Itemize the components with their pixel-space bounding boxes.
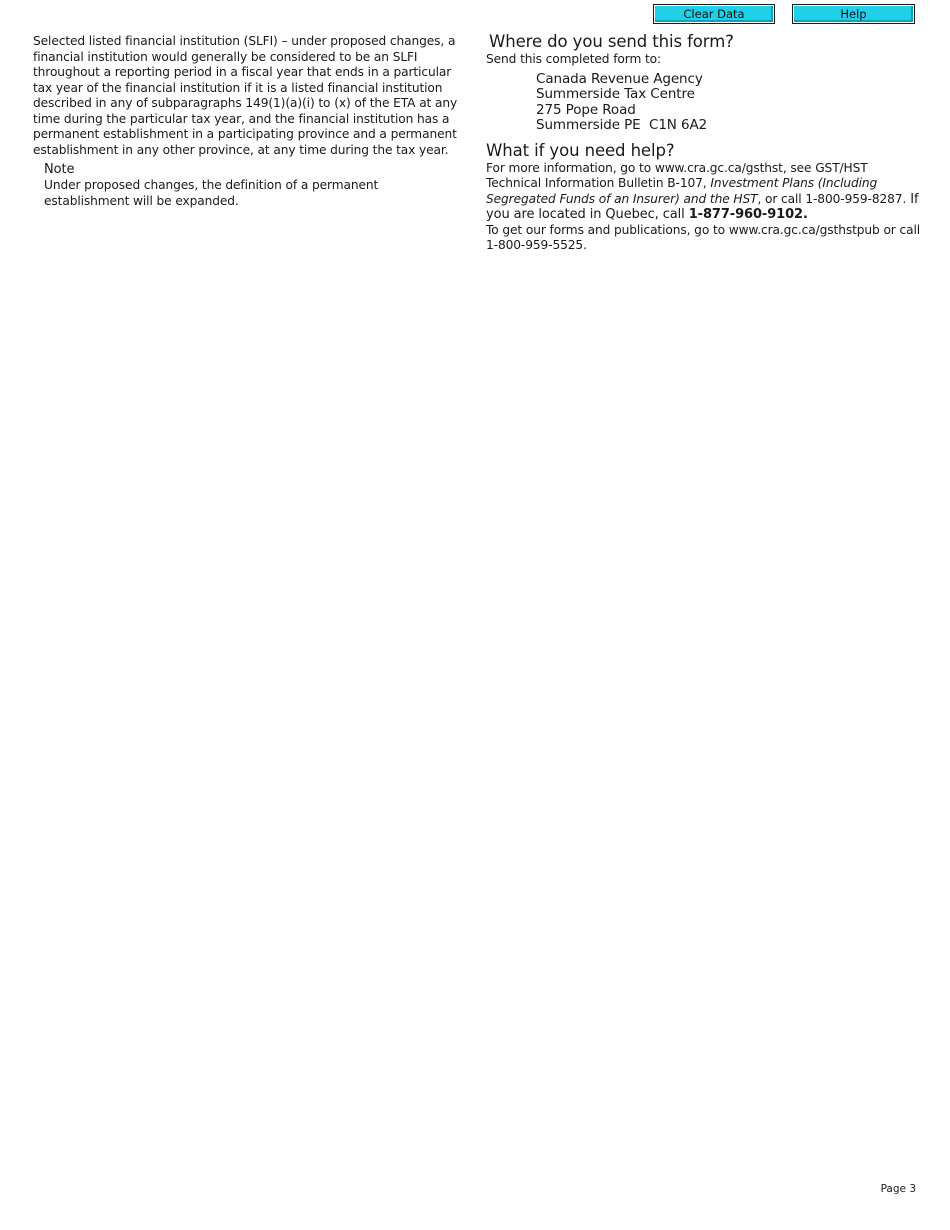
help-text <box>486 161 926 223</box>
send-intro: Send this completed form to: <box>486 52 662 66</box>
note-heading: Note <box>44 162 75 177</box>
slfi-definition: Selected listed financial institution (SLFI) – under proposed changes, a financial institution would generally be considered to be an SLFI throughout a reporting period in a fiscal year that ends in a particular tax year of the financial institution if it is a listed financial institution described in any of subparagraphs 149(1)(a)(i) to (x) of the ETA at any time during the particular tax year, and the financial institution has a permanent establishment in a participating province and a permanent establishment in any other province, at any time during the tax year. <box>33 34 458 157</box>
note-block <box>44 162 461 209</box>
mailing-address <box>536 72 926 134</box>
page-number: Page 3 <box>880 1183 916 1195</box>
where-send-heading: Where do you send this form? <box>489 32 734 51</box>
help-text-part2: , or call 1-800-959-8287. <box>757 191 907 206</box>
quebec-text: If you are located in Quebec, call <box>486 191 919 222</box>
publications-text: To get our forms and publications, go to www.cra.gc.ca/gsthstpub or call 1-800-959-5525. <box>486 222 921 252</box>
right-column <box>486 32 926 254</box>
address-line-2: Summerside Tax Centre <box>536 86 695 102</box>
clear-data-button[interactable]: Clear Data <box>653 4 775 24</box>
address-line-1: Canada Revenue Agency <box>536 70 703 87</box>
need-help-heading: What if you need help? <box>486 140 675 160</box>
help-button[interactable]: Help <box>792 4 915 24</box>
bulletin-title: Investment Plans (Including Segregated Funds of an Insurer) and the HST <box>486 176 878 206</box>
address-line-4: Summerside PE C1N 6A2 <box>536 117 708 133</box>
note-text: Under proposed changes, the definition of a permanent establishment will be expanded. <box>44 178 379 208</box>
quebec-phone: 1-877-960-9102. <box>688 207 808 222</box>
address-line-3: 275 Pope Road <box>536 101 636 118</box>
help-text-part1: For more information, go to www.cra.gc.ca/gsthst, see GST/HST Technical Information Bulletin B-107, <box>486 160 868 190</box>
left-column <box>33 34 461 209</box>
